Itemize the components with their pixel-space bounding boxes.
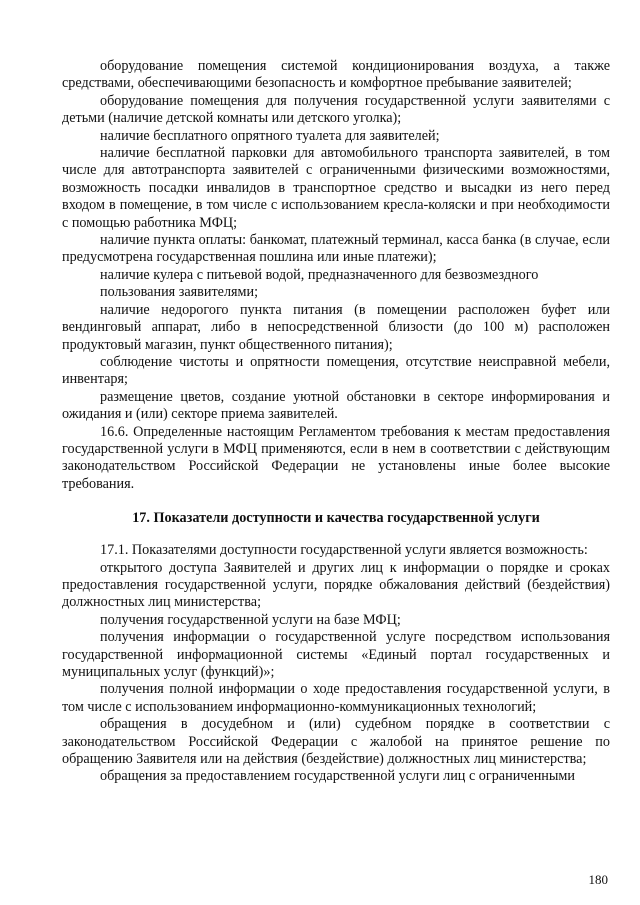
paragraph: обращения в досудебном и (или) судебном порядке в соответствии с законодательством Российской Федерации с жалобой на принятое решение по обращению Заявителя или на действия (бездействие) должностных лиц министерства; [62,716,610,768]
paragraph: обращения за предоставлением государственной услуги лиц с ограниченными [100,768,576,785]
paragraph: наличие кулера с питьевой водой, предназначенного для безвозмездного [100,266,539,283]
paragraph: соблюдение чистоты и опрятности помещения, отсутствие неисправной мебели, инвентаря; [62,353,610,388]
paragraph: наличие бесплатной парковки для автомобильного транспорта заявителей, в том числе для автотранспорта заявителей с ограниченными физическими возможностями, возможность посадки инвалидов в транспортное средство и высадки из него перед входом в помещение, в том числе с использованием кресла-коляски и при необходимости с помощью работника МФЦ; [62,145,610,231]
paragraph: оборудование помещения для получения государственной услуги заявителями с детьми (наличие детской комнаты или детского уголка); [62,92,610,127]
paragraph: наличие пункта оплаты: банкомат, платежный терминал, касса банка (в случае, если предусмотрена государственная пошлина или иные платежи); [62,232,610,266]
paragraph: размещение цветов, создание уютной обстановки в секторе информирования и ожидания и (или) секторе приема заявителей. [62,388,610,423]
paragraph: 17.1. Показателями доступности государственной услуги является возможность: [100,542,588,559]
paragraph: оборудование помещения системой кондиционирования воздуха, а также средствами, обеспечивающими безопасность и комфортное пребывание заявителей; [62,58,610,92]
page-number: 180 [588,872,608,887]
section-heading: 17. Показатели доступности и качества государственной услуги [132,510,540,527]
paragraph: наличие бесплатного опрятного туалета для заявителей; [100,127,440,144]
paragraph: пользования заявителями; [100,284,259,301]
paragraph: получения информации о государственной услуге посредством использования государственной информационной системы «Единый портал государственных и муниципальных услуг (функций)»; [62,629,610,680]
paragraph: получения полной информации о ходе предоставления государственной услуги, в том числе с использованием информационно-коммуникационных технологий; [62,681,610,715]
document-body [62,58,610,786]
paragraph: наличие недорогого пункта питания (в помещении расположен буфет или вендинговый аппарат, либо в непосредственной близости (до 100 м) расположен продуктовый магазин, пункт общественного питания); [62,301,610,353]
paragraph: получения государственной услуги на базе МФЦ; [100,611,401,628]
paragraph: 16.6. Определенные настоящим Регламентом требования к местам предоставления государственной услуги в МФЦ применяются, если в нем в соответствии с действующим законодательством Российской Федерации не установлены иные более высокие требования. [62,423,610,492]
paragraph: открытого доступа Заявителей и других лиц к информации о порядке и сроках предоставления государственной услуги, порядке обжалования действий (бездействия) должностных лиц министерства; [62,559,610,611]
